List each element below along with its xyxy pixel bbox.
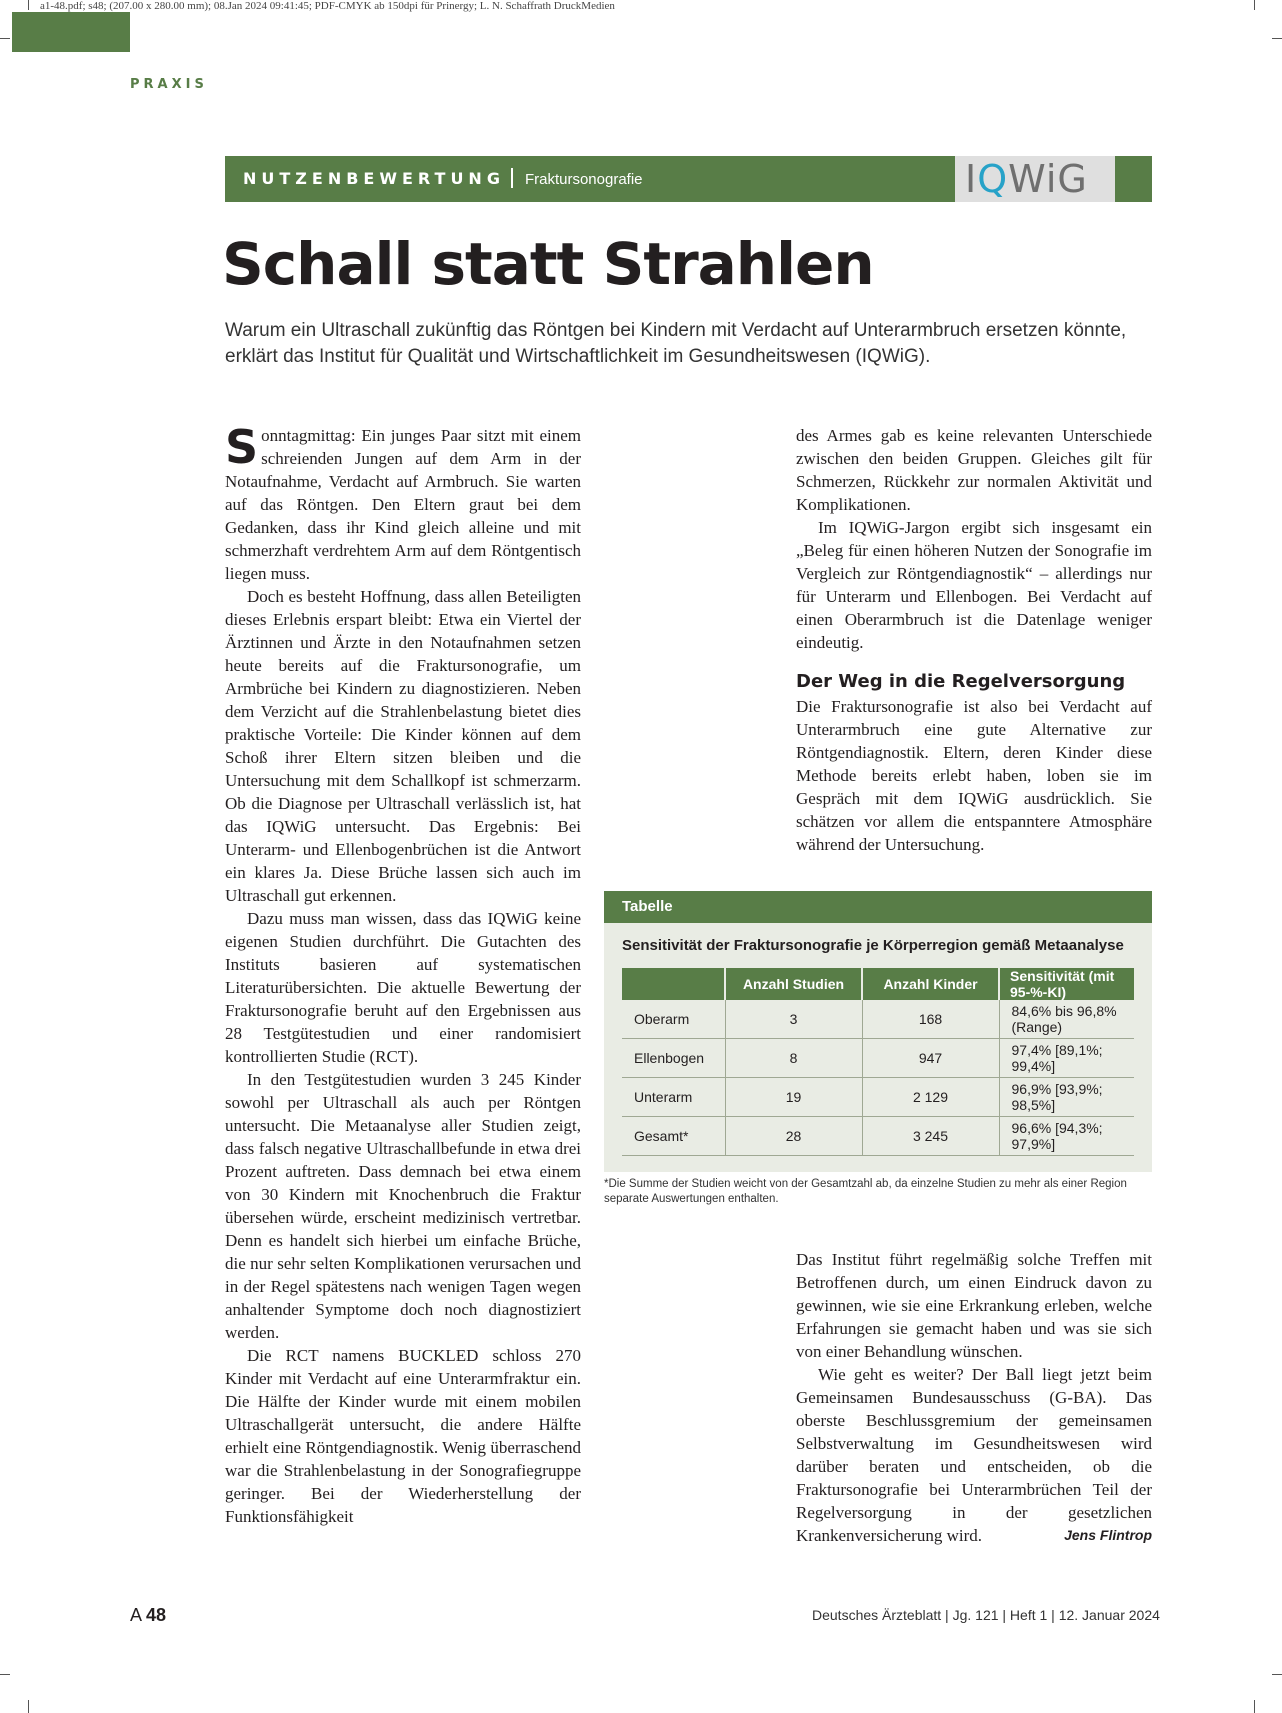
table-footnote: *Die Summe der Studien weicht von der Gesamtzahl ab, da einzelne Studien zu mehr als einer Region separate Auswertungen enthalten. (604, 1178, 1127, 1205)
crop-mark (1254, 1700, 1255, 1713)
paragraph: Die RCT namens BUCKLED schloss 270 Kinder mit Verdacht auf eine Unterarmfraktur ein. Die Hälfte der Kinder wurde mit einem mobilen Ultraschallgerät untersucht, die andere Hälfte erhielt eine Röntgendiagnostik. Wenig überraschend war die Strahlenbelastung in der Sonografiegruppe geringer. Bei der Wiederherstellung der Funktionsfähigkeit (225, 1346, 581, 1526)
subheading: Der Weg in die Regelversorgung (796, 671, 1126, 692)
table-label: Tabelle (604, 891, 1152, 923)
crop-mark (1272, 38, 1282, 39)
paragraph: Dazu muss man wissen, dass das IQWiG keine eigenen Studien durchführt. Die Gutachten des Instituts basieren auf systematischen Literaturübersichten. Die aktuelle Bewertung der Fraktursonografie beruht auf den Ergebnissen aus 28 Testgütestudien und einer randomisiert kontrollierten Studie (RCT). (225, 909, 581, 1066)
table-cell: 168 (862, 1000, 999, 1039)
table-cell: Ellenbogen (622, 1039, 725, 1078)
crop-mark (0, 38, 10, 39)
crop-mark (28, 1700, 29, 1713)
table-cell: 96,9% [93,9%; 98,5%] (999, 1078, 1134, 1117)
drop-cap: S (225, 420, 259, 474)
table-cell: 19 (725, 1078, 862, 1117)
table-cell: 97,4% [89,1%; 99,4%] (999, 1039, 1134, 1078)
crop-mark (28, 0, 29, 10)
journal-info: Deutsches Ärzteblatt | Jg. 121 | Heft 1 | 12. Januar 2024 (812, 1607, 1160, 1623)
section-color-tab (12, 12, 130, 52)
table-row (622, 1039, 1134, 1078)
table-row (622, 1000, 1134, 1039)
table-cell: 28 (725, 1117, 862, 1156)
table-cell: 2 129 (862, 1078, 999, 1117)
paragraph (225, 420, 581, 585)
article-column-2-bottom (796, 1248, 1152, 1547)
table-cell: 8 (725, 1039, 862, 1078)
banner-separator (511, 168, 513, 188)
page-number (130, 1605, 166, 1626)
crop-mark (1254, 0, 1255, 10)
paragraph-text: Wie geht es weiter? Der Ball liegt jetzt beim Gemeinsamen Bundesausschuss (G-BA). Das oberste Beschlussgremium der gemeinsamen Selbstverwaltung im Gesundheitswesen wird darüber beraten und entscheiden, ob die Fraktursonografie bei Unterarmbrüchen Teil der Regelversorgung in der gesetzlichen Krankenversicherung wird. (796, 1365, 1152, 1545)
table-cell: 3 (725, 1000, 862, 1039)
topic-banner (225, 156, 1152, 202)
table-header-cell (622, 968, 725, 1000)
data-table-box (604, 891, 1152, 1172)
table-cell: 96,6% [94,3%; 97,9%] (999, 1117, 1134, 1156)
table-caption: Sensitivität der Fraktursonografie je Körperregion gemäß Metaanalyse (622, 937, 1124, 954)
paragraph: Im IQWiG-Jargon ergibt sich insgesamt ein „Beleg für einen höheren Nutzen der Sonografie im Vergleich zur Röntgendiagnostik“ – allerdings nur für Unterarm und Ellenbogen. Bei Verdacht auf einen Oberarmbruch ist die Datenlage weniger eindeutig. (796, 518, 1152, 652)
author-byline: Jens Flintrop (1064, 1527, 1152, 1543)
table-cell: Unterarm (622, 1078, 725, 1117)
paragraph: Die Fraktursonografie ist also bei Verdacht auf Unterarmbruch eine gute Alternative zur Röntgendiagnostik. Eltern, deren Kinder diese Methode bereits erlebt haben, loben sie im Gespräch mit dem IQWiG ausdrücklich. Sie schätzen vor allem die entspanntere Atmosphäre während der Untersuchung. (796, 697, 1152, 854)
table-cell: Oberarm (622, 1000, 725, 1039)
headline: Schall statt Strahlen (222, 230, 874, 298)
table-row (622, 1117, 1134, 1156)
table-row (622, 1078, 1134, 1117)
paragraph: In den Testgütestudien wurden 3 245 Kinder sowohl per Ultraschall als auch per Röntgen untersucht. Die Metaanalyse aller Studien zeigt, dass falsch negative Ultraschallbefunde in etwa drei Prozent auftreten. Dass demnach bei etwa einem von 30 Kindern mit Knochenbruch die Fraktur übersehen würde, erscheint medizinisch vertretbar. Denn es handelt sich hierbei um einfache Brüche, die nur sehr selten Komplikationen verursachen und in der Regel spätestens nach wenigen Tagen wegen anhaltender Symptome doch noch diagnostiziert werden. (225, 1070, 581, 1342)
crop-mark (0, 1674, 10, 1675)
article-column-1 (225, 420, 581, 1528)
article-column-2-top (796, 424, 1152, 856)
table-header-cell: Anzahl Studien (725, 968, 862, 1000)
table-cell: Gesamt* (622, 1117, 725, 1156)
table-cell: 3 245 (862, 1117, 999, 1156)
paragraph (796, 1363, 1152, 1547)
table-cell: 947 (862, 1039, 999, 1078)
crop-mark (1272, 1674, 1282, 1675)
iqwig-logo (955, 156, 1115, 202)
print-slug: a1-48.pdf; s48; (207.00 x 280.00 mm); 08.Jan 2024 09:41:45; PDF-CMYK ab 150dpi für Prinergy; L. N. Schaffrath DruckMedien (40, 0, 615, 12)
lead-text: Warum ein Ultraschall zukünftig das Röntgen bei Kindern mit Verdacht auf Unterarmbruch ersetzen könnte, erklärt das Institut für Qualität und Wirtschaftlichkeit im Gesundheitswesen (IQWiG). (225, 320, 1127, 367)
table-header-cell: Anzahl Kinder (862, 968, 999, 1000)
section-label: PRAXIS (130, 77, 208, 92)
paragraph: Das Institut führt regelmäßig solche Treffen mit Betroffenen durch, um einen Eindruck davon zu gewinnen, wie sie eine Erkrankung erleben, welche Erfahrungen sie gemacht haben und was sie sich von einer Behandlung wünschen. (796, 1250, 1152, 1361)
page-prefix: A (130, 1605, 142, 1625)
banner-keyword: NUTZENBEWERTUNG (243, 169, 505, 188)
paragraph: des Armes gab es keine relevanten Unterschiede zwischen den beiden Gruppen. Gleiches gilt für Schmerzen, Rückkehr zur normalen Aktivität und Komplikationen. (796, 426, 1152, 514)
sensitivity-table (622, 968, 1134, 1156)
table-cell: 84,6% bis 96,8% (Range) (999, 1000, 1134, 1039)
paragraph-text: onntagmittag: Ein junges Paar sitzt mit einem schreienden Jungen auf dem Arm in der Notaufnahme, Verdacht auf Armbruch. Sie warten auf das Röntgen. Den Eltern graut bei dem Gedanken, dass ihr Kind gleich alleine und mit schmerzhaft verdrehtem Arm auf dem Röntgentisch liegen muss. (225, 426, 581, 583)
banner-topic: Fraktursonografie (524, 171, 643, 188)
table-header-row (622, 968, 1134, 1000)
banner-keyword-row (243, 168, 643, 188)
table-header-cell: Sensitivität (mit 95-%-KI) (999, 968, 1134, 1000)
page-number-value: 48 (146, 1605, 167, 1625)
iqwig-logo-text: IQWiG (965, 157, 1088, 201)
paragraph: Doch es besteht Hoffnung, dass allen Beteiligten dieses Erlebnis erspart bleibt: Etwa ein Viertel der Ärztinnen und Ärzte in den Notaufnahmen setzen heute bereits auf die Fraktursonografie, um Armbrüche bei Kindern zu diagnostizieren. Neben dem Verzicht auf die Strahlenbelastung bietet dies praktische Vorteile: Die Kinder können auf dem Schoß ihrer Eltern sitzen bleiben und die Untersuchung mit dem Schallkopf ist schmerzarm. Ob die Diagnose per Ultraschall verlässlich ist, hat das IQWiG untersucht. Das Ergebnis: Bei Unterarm- und Ellenbogenbrüchen ist die Antwort ein klares Ja. Diese Brüche lassen sich auch im Ultraschall gut erkennen. (225, 587, 581, 905)
